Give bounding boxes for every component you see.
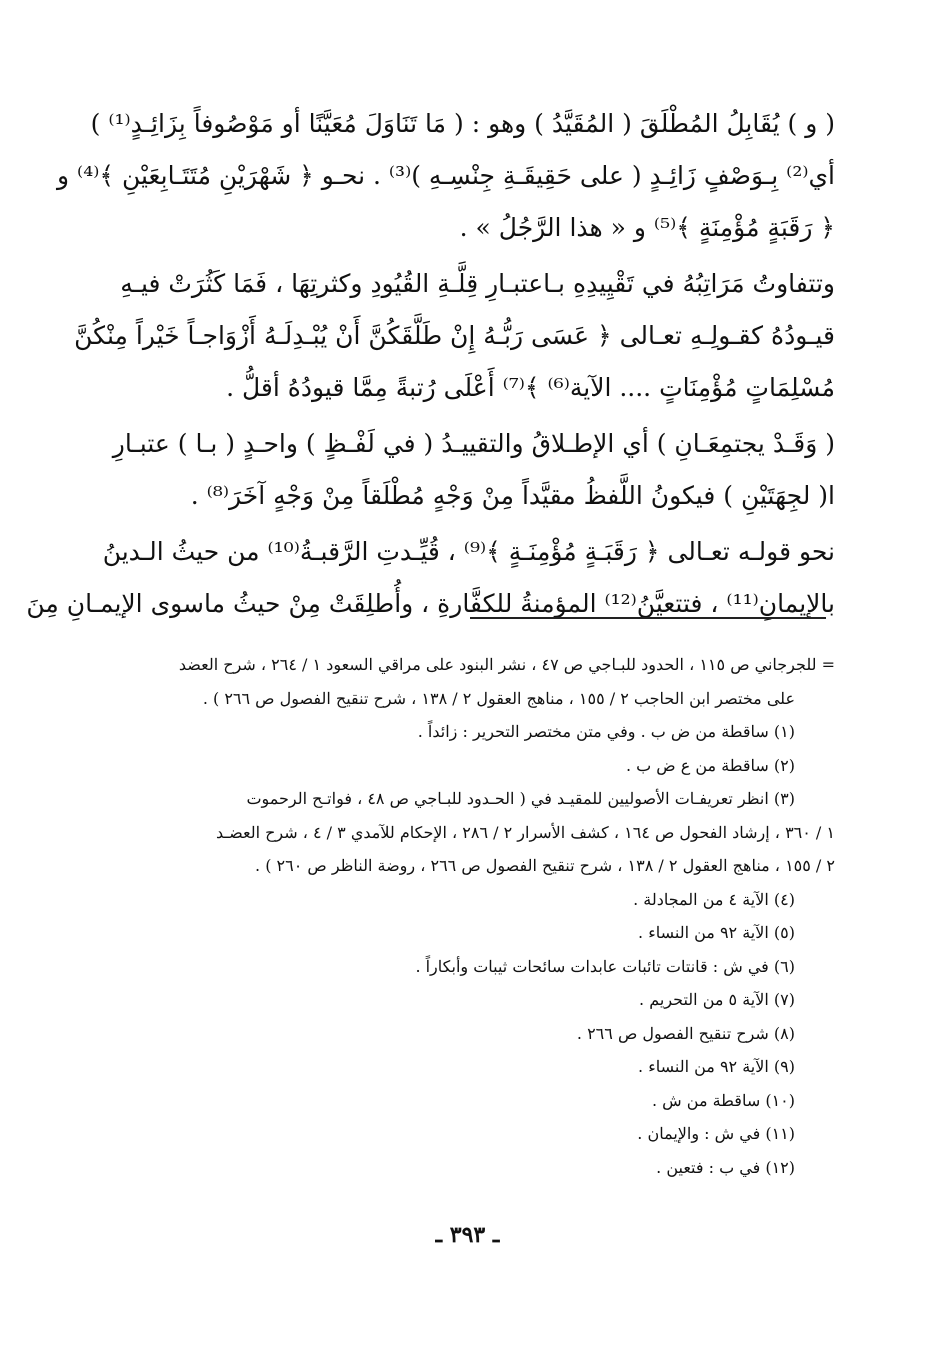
footnote-1: (١) ساقطة من ض ب . وفي متن مختصر التحرير : زائداً . <box>417 722 795 741</box>
text-line: ا( لجِهَتَيْنِ ) فيكونُ اللَّفظُ مقيَّداً مِنْ وَجْهٍ مُطْلَقاً مِنْ وَجْهٍ آخَرَ⁽⁸⁾ . <box>190 481 835 510</box>
footnote-4: (٤) الآية ٤ من المجادلة . <box>633 889 795 909</box>
page-number: ـ ٣٩٣ ـ <box>435 1222 500 1248</box>
footnote-6: (٦) في ش : قانتات تائبات عابدات سائحات ثيبات وأبكاراً . <box>415 956 795 976</box>
footnote-10: (١٠) ساقطة من ش . <box>651 1090 795 1110</box>
footnotes <box>128 648 835 1184</box>
footnote-3-continuation: ٢ / ١٥٥ ، مناهج العقول ٢ / ١٣٨ ، شرح تنقيح الفصول ص ٢٦٦ ، روضة الناظر ص ٢٦٠ ) . <box>255 856 835 875</box>
footnote-11: (١١) في ش : والإيمان . <box>637 1124 795 1143</box>
text-line: ﴿ رَقَبَةٍ مُؤْمِنَةٍ ﴾⁽⁵⁾ و « هذا الرَّجُلُ » . <box>459 213 835 242</box>
footnote-continuation: = للجرجاني ص ١١٥ ، الحدود للبـاجي ص ٤٧ ، نشر البنود على مراقي السعود ١ / ٢٦٤ ، شرح العضد <box>178 655 835 674</box>
footnote-5: (٥) الآية ٩٢ من النساء . <box>638 923 795 942</box>
text-line: وتتفاوتُ مَرَاتِبُهُ في تَقْيِيدِهِ بـاعتبـارِ قِلَّـةِ القُيُودِ وكثرتِهَا ، فَمَا كَثُرَتْ فيـهِ <box>120 269 835 298</box>
footnote-continuation: على مختصر ابن الحاجب ٢ / ١٥٥ ، مناهج العقول ٢ / ١٣٨ ، شرح تنقيح الفصول ص ٢٦٦ ) . <box>202 688 795 708</box>
text-line: مُسْلِمَاتٍ مُؤْمِنَاتٍ .... الآية⁽⁶⁾ ﴾⁽⁷⁾ أَعْلَى رُتبةً مِمَّا قيودُهُ أقلُّ . <box>226 373 835 402</box>
footnote-12: (١٢) في ب : فتعين . <box>656 1157 795 1177</box>
footnote-2: (٢) ساقطة من ع ض ب . <box>625 755 795 775</box>
text-line: ( و ) يُقَابِلُ المُطْلَقَ ( المُقَيَّدُ ) وهو : ( مَا تَنَاوَلَ مُعَيَّنًا أو مَوْصُوفاً بِزَائِـدٍ⁽¹⁾ ) <box>90 109 835 138</box>
footnote-8: (٨) شرح تنقيح الفصول ص ٢٦٦ . <box>576 1023 795 1043</box>
text-line: نحو قولـه تعـالى ﴿ رَقَبَـةٍ مُؤْمِنَـةٍ ﴾⁽⁹⁾ ، قُيِّـدتِ الرَّقبـةُ⁽¹⁰⁾ من حيثُ الـدينُ <box>102 537 835 566</box>
paragraph-ranks <box>74 258 835 414</box>
paragraph-combination <box>112 418 835 522</box>
text-line: أي⁽²⁾ بِـوَصْفٍ زَائِـدٍ ( على حَقِيقَـةِ جِنْسِـهِ )⁽³⁾ . نحـو ﴿ شَهْرَيْنِ مُتَتَـابِعَيْنِ ﴾⁽⁴⁾ و <box>57 161 835 190</box>
text-line: ( وَقَـدْ يجتمِعَـانِ ) أي الإطـلاقُ والتقييـدُ ( في لَفْـظٍ ) واحـدٍ ( بـا ) عتبـارِ <box>112 429 835 458</box>
main-text <box>26 98 835 634</box>
footnote-3: (٣) انظر تعريفـات الأصوليين للمقيـد في ( الحـدود للبـاجي ص ٤٨ ، فواتـح الرحموت <box>246 789 795 808</box>
paragraph-muqayyad-definition <box>57 98 835 254</box>
text-line: بالإيمانِ⁽¹¹⁾ ، فتتعيَّنُ⁽¹²⁾ المؤمنةُ للكفَّارةِ ، وأُطلِقَتْ مِنْ حيثُ ماسوى الإيمـانِ مِنَ <box>26 589 835 618</box>
footnote-3-continuation: ١ / ٣٦٠ ، إرشاد الفحول ص ١٦٤ ، كشف الأسرار ٢ / ٢٨٦ ، الإحكام للآمدي ٣ / ٤ ، شرح العضـد <box>216 822 835 842</box>
footnote-7: (٧) الآية ٥ من التحريم . <box>639 990 795 1009</box>
text-line: قيـودُهُ كقـولِـهِ تعـالى ﴿ عَسَى رَبُّـهُ إِنْ طَلَّقَكُنَّ أَنْ يُبْـدِلَـهُ أَزْوَاجـاً خَيْراً مِنْكُنَّ <box>74 321 835 350</box>
paragraph-example <box>26 526 835 630</box>
footnote-9: (٩) الآية ٩٢ من النساء . <box>638 1057 795 1076</box>
footnote-separator <box>470 617 826 619</box>
